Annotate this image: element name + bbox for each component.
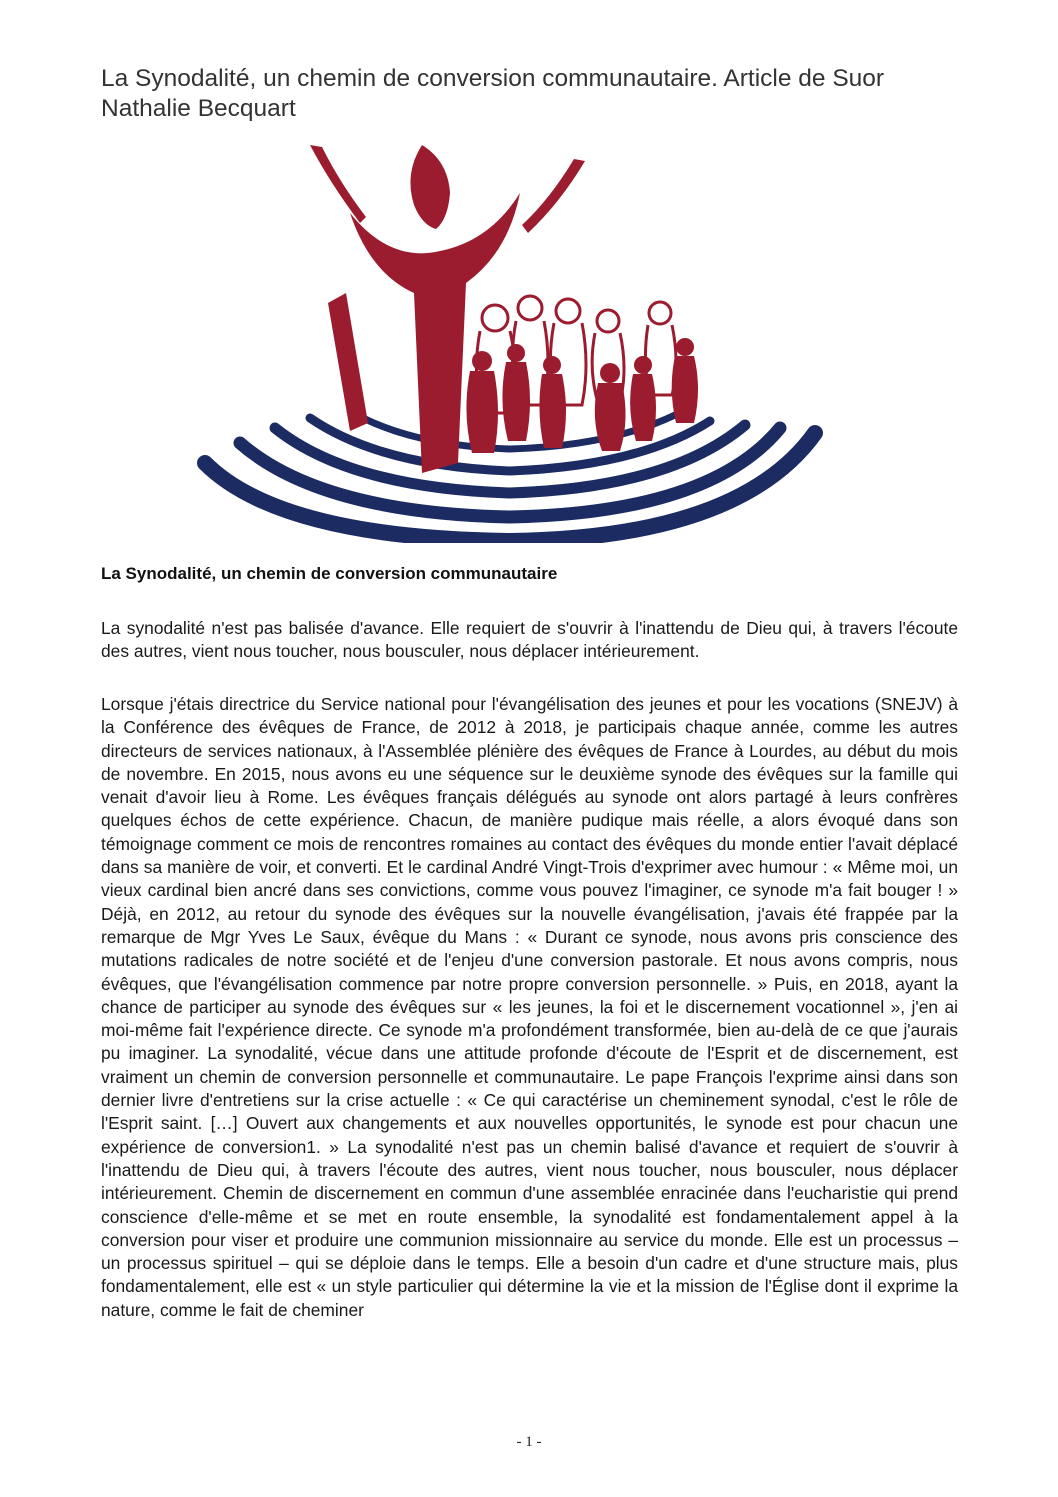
page-number: - 1 - [516, 1434, 542, 1450]
logo-right-arm [522, 159, 585, 233]
logo-left-arm [310, 145, 366, 223]
page-title: La Synodalité, un chemin de conversion communautaire. Article de Suor Nathalie Becquart [101, 65, 885, 122]
paragraph-intro: La synodalité n'est pas balisée d'avance. Elle requiert de s'ouvrir à l'inattendu de Dieu qui, à travers l'écoute des autres, vient nous toucher, nous bousculer, nous déplacer intérieurement. [101, 618, 958, 662]
logo-central-figure-head [410, 145, 450, 229]
section-heading: La Synodalité, un chemin de conversion communautaire [101, 564, 558, 583]
paragraph-body: Lorsque j'étais directrice du Service national pour l'évangélisation des jeunes et pour les vocations (SNEJV) à la Conférence des évêques de France, de 2012 à 2018, je participais chaque année, comme les autres directeurs de services nationaux, à l'Assemblée plénière des évêques de France à Lourdes, au début du mois de novembre. En 2015, nous avons eu une séquence sur le deuxième synode des évêques sur la famille qui venait d'avoir lieu à Rome. Les évêques français délégués au synode ont alors partagé à leurs confrères quelques échos de cette expérience. Chacun, de manière pudique mais réelle, a alors évoqué dans son témoignage comment ce mois de rencontres romaines au contact des évêques du monde entier l'avait déplacé dans sa manière de voir, et converti. Et le cardinal André Vingt-Trois d'exprimer avec humour : « Même moi, un vieux cardinal bien ancré dans ses convictions, comme vous pouvez l'imaginer, ce synode m'a fait bouger ! » Déjà, en 2012, au retour du synode des évêques sur la nouvelle évangélisation, j'avais été frappée par la remarque de Mgr Yves Le Saux, évêque du Mans : « Durant ce synode, nous avons pris conscience des mutations radicales de notre société et de l'enjeu d'une conversion pastorale. Et nous avons compris, nous évêques, que l'évangélisation commence par notre propre conversion personnelle. » Puis, en 2018, ayant la chance de participer au synode des évêques sur « les jeunes, la foi et le discernement vocationnel », j'en ai moi-même fait l'expérience directe. Ce synode m'a profondément transformée, bien au-delà de ce que j'aurais pu imaginer. La synodalité, vécue dans une attitude profonde d'écoute de l'Esprit et de discernement, est vraiment un chemin de conversion personnelle et communautaire. Le pape François l'exprime ainsi dans son dernier livre d'entretiens sur la crise actuelle : « Ce qui caractérise un cheminement synodal, c'est le rôle de l'Esprit saint. […] Ouvert aux changements et aux nouvelles opportunités, le synode est pour chacun une expérience de conversion1. » La synodalité n'est pas un chemin balisé d'avance et requiert de s'ouvrir à l'inattendu de Dieu qui, à travers l'écoute des autres, vient nous toucher, nous bousculer, nous déplacer intérieurement. Chemin de discernement en commun d'une assemblée enracinée dans l'eucharistie qui prend conscience d'elle-même et se met en route ensemble, la synodalité est fondamentalement appel à la conversion pour viser et produire une communion missionnaire au service du monde. Elle est un processus – un processus spirituel – qui se déploie dans le temps. Elle a besoin d'un cadre et d'une structure mais, plus fondamentalement, elle est « un style particulier qui détermine la vie et la mission de l'Église dont il exprime la nature, comme le fait de cheminer [101, 694, 958, 1320]
synod-logo-illustration [190, 133, 830, 543]
logo-left-pillar [328, 293, 368, 431]
